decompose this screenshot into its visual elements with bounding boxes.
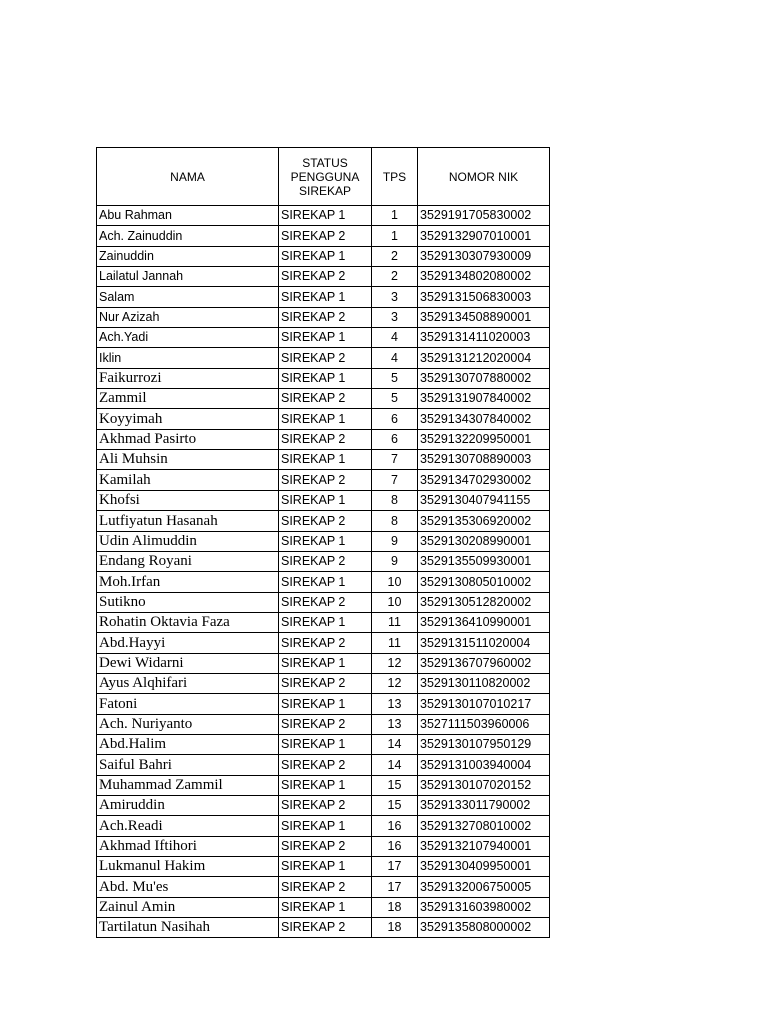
cell-nama: Lukmanul Hakim bbox=[97, 857, 279, 877]
cell-nama: Dewi Widarni bbox=[97, 653, 279, 673]
cell-tps: 4 bbox=[372, 328, 418, 348]
cell-tps: 14 bbox=[372, 755, 418, 775]
cell-tps: 11 bbox=[372, 633, 418, 653]
cell-tps: 10 bbox=[372, 592, 418, 612]
table-row bbox=[97, 612, 550, 632]
cell-nik: 3529191705830002 bbox=[418, 206, 550, 226]
cell-nama: Zainul Amin bbox=[97, 897, 279, 917]
cell-nama: Saiful Bahri bbox=[97, 755, 279, 775]
cell-tps: 13 bbox=[372, 694, 418, 714]
cell-nama: Lailatul Jannah bbox=[97, 267, 279, 287]
cell-tps: 15 bbox=[372, 795, 418, 815]
cell-tps: 2 bbox=[372, 246, 418, 266]
cell-nama: Akhmad Pasirto bbox=[97, 429, 279, 449]
cell-nik: 3529130512820002 bbox=[418, 592, 550, 612]
table-row bbox=[97, 429, 550, 449]
cell-tps: 13 bbox=[372, 714, 418, 734]
table-row bbox=[97, 918, 550, 938]
table-row bbox=[97, 694, 550, 714]
member-table bbox=[96, 147, 550, 938]
cell-nama: Abd. Mu'es bbox=[97, 877, 279, 897]
table-row bbox=[97, 551, 550, 571]
cell-nama: Fatoni bbox=[97, 694, 279, 714]
cell-tps: 9 bbox=[372, 551, 418, 571]
cell-status: SIREKAP 2 bbox=[279, 918, 372, 938]
cell-tps: 17 bbox=[372, 857, 418, 877]
header-nama: NAMA bbox=[97, 148, 279, 206]
cell-nama: Endang Royani bbox=[97, 551, 279, 571]
cell-status: SIREKAP 1 bbox=[279, 612, 372, 632]
cell-nama: Iklin bbox=[97, 348, 279, 368]
cell-tps: 3 bbox=[372, 287, 418, 307]
cell-status: SIREKAP 2 bbox=[279, 673, 372, 693]
table-row bbox=[97, 267, 550, 287]
cell-nama: Abd.Hayyi bbox=[97, 633, 279, 653]
cell-tps: 18 bbox=[372, 918, 418, 938]
table-row bbox=[97, 734, 550, 754]
cell-nik: 3529130107020152 bbox=[418, 775, 550, 795]
cell-nik: 3529130805010002 bbox=[418, 572, 550, 592]
cell-nik: 3529130110820002 bbox=[418, 673, 550, 693]
cell-tps: 7 bbox=[372, 450, 418, 470]
cell-nik: 3529135306920002 bbox=[418, 511, 550, 531]
cell-tps: 8 bbox=[372, 511, 418, 531]
table-row bbox=[97, 857, 550, 877]
cell-tps: 14 bbox=[372, 734, 418, 754]
cell-nik: 3529130307930009 bbox=[418, 246, 550, 266]
cell-tps: 15 bbox=[372, 775, 418, 795]
cell-status: SIREKAP 1 bbox=[279, 531, 372, 551]
cell-nik: 3529131907840002 bbox=[418, 389, 550, 409]
table-row bbox=[97, 531, 550, 551]
cell-status: SIREKAP 2 bbox=[279, 511, 372, 531]
cell-nik: 3529130707880002 bbox=[418, 368, 550, 388]
cell-nik: 3529130107950129 bbox=[418, 734, 550, 754]
cell-status: SIREKAP 2 bbox=[279, 877, 372, 897]
cell-nik: 3529134307840002 bbox=[418, 409, 550, 429]
table-body bbox=[97, 206, 550, 938]
cell-status: SIREKAP 2 bbox=[279, 592, 372, 612]
cell-nik: 3529134508890001 bbox=[418, 307, 550, 327]
header-nik: NOMOR NIK bbox=[418, 148, 550, 206]
cell-nik: 3529131506830003 bbox=[418, 287, 550, 307]
cell-nik: 3529132708010002 bbox=[418, 816, 550, 836]
table-row bbox=[97, 511, 550, 531]
cell-tps: 3 bbox=[372, 307, 418, 327]
cell-nama: Moh.Irfan bbox=[97, 572, 279, 592]
cell-nama: Akhmad Iftihori bbox=[97, 836, 279, 856]
cell-status: SIREKAP 1 bbox=[279, 450, 372, 470]
cell-tps: 12 bbox=[372, 673, 418, 693]
cell-status: SIREKAP 2 bbox=[279, 755, 372, 775]
cell-tps: 11 bbox=[372, 612, 418, 632]
table-row bbox=[97, 755, 550, 775]
cell-nik: 3529136707960002 bbox=[418, 653, 550, 673]
cell-nik: 3529130708890003 bbox=[418, 450, 550, 470]
table-row bbox=[97, 775, 550, 795]
cell-nama: Lutfiyatun Hasanah bbox=[97, 511, 279, 531]
cell-status: SIREKAP 1 bbox=[279, 572, 372, 592]
cell-tps: 2 bbox=[372, 267, 418, 287]
cell-status: SIREKAP 2 bbox=[279, 795, 372, 815]
table-row bbox=[97, 653, 550, 673]
cell-status: SIREKAP 1 bbox=[279, 857, 372, 877]
cell-nik: 3529130208990001 bbox=[418, 531, 550, 551]
cell-nama: Ach.Yadi bbox=[97, 328, 279, 348]
table-row bbox=[97, 409, 550, 429]
cell-status: SIREKAP 1 bbox=[279, 246, 372, 266]
cell-nama: Abd.Halim bbox=[97, 734, 279, 754]
cell-nama: Ayus Alqhifari bbox=[97, 673, 279, 693]
cell-nik: 3529136410990001 bbox=[418, 612, 550, 632]
table-row bbox=[97, 633, 550, 653]
cell-nik: 3529134702930002 bbox=[418, 470, 550, 490]
cell-status: SIREKAP 2 bbox=[279, 267, 372, 287]
table-row bbox=[97, 348, 550, 368]
cell-nama: Muhammad Zammil bbox=[97, 775, 279, 795]
cell-status: SIREKAP 1 bbox=[279, 368, 372, 388]
cell-nama: Kamilah bbox=[97, 470, 279, 490]
cell-nama: Koyyimah bbox=[97, 409, 279, 429]
cell-status: SIREKAP 1 bbox=[279, 409, 372, 429]
table-row bbox=[97, 450, 550, 470]
cell-nik: 3529131603980002 bbox=[418, 897, 550, 917]
cell-nik: 3529131411020003 bbox=[418, 328, 550, 348]
cell-nik: 3529132107940001 bbox=[418, 836, 550, 856]
table-row bbox=[97, 795, 550, 815]
cell-status: SIREKAP 2 bbox=[279, 551, 372, 571]
cell-status: SIREKAP 1 bbox=[279, 897, 372, 917]
cell-nama: Khofsi bbox=[97, 490, 279, 510]
cell-nik: 3529133011790002 bbox=[418, 795, 550, 815]
cell-tps: 9 bbox=[372, 531, 418, 551]
header-row bbox=[97, 148, 550, 206]
table-row bbox=[97, 490, 550, 510]
cell-nama: Udin Alimuddin bbox=[97, 531, 279, 551]
cell-tps: 8 bbox=[372, 490, 418, 510]
cell-status: SIREKAP 2 bbox=[279, 226, 372, 246]
cell-status: SIREKAP 2 bbox=[279, 836, 372, 856]
header-status: STATUS PENGGUNA SIREKAP bbox=[279, 148, 372, 206]
table-row bbox=[97, 307, 550, 327]
cell-nik: 3529132907010001 bbox=[418, 226, 550, 246]
table-row bbox=[97, 226, 550, 246]
cell-nama: Zammil bbox=[97, 389, 279, 409]
cell-status: SIREKAP 1 bbox=[279, 734, 372, 754]
table-row bbox=[97, 246, 550, 266]
table-row bbox=[97, 673, 550, 693]
cell-nama: Tartilatun Nasihah bbox=[97, 918, 279, 938]
table-row bbox=[97, 206, 550, 226]
cell-status: SIREKAP 1 bbox=[279, 816, 372, 836]
cell-tps: 6 bbox=[372, 429, 418, 449]
cell-nik: 3529130407941155 bbox=[418, 490, 550, 510]
cell-tps: 1 bbox=[372, 226, 418, 246]
cell-tps: 7 bbox=[372, 470, 418, 490]
cell-tps: 6 bbox=[372, 409, 418, 429]
cell-tps: 18 bbox=[372, 897, 418, 917]
cell-status: SIREKAP 2 bbox=[279, 389, 372, 409]
table-row bbox=[97, 287, 550, 307]
cell-nik: 3529130409950001 bbox=[418, 857, 550, 877]
table-row bbox=[97, 816, 550, 836]
cell-tps: 5 bbox=[372, 368, 418, 388]
cell-nama: Sutikno bbox=[97, 592, 279, 612]
cell-status: SIREKAP 2 bbox=[279, 348, 372, 368]
cell-nama: Ach. Zainuddin bbox=[97, 226, 279, 246]
cell-status: SIREKAP 2 bbox=[279, 429, 372, 449]
cell-tps: 4 bbox=[372, 348, 418, 368]
table-row bbox=[97, 572, 550, 592]
table-row bbox=[97, 592, 550, 612]
cell-nik: 3529131511020004 bbox=[418, 633, 550, 653]
cell-status: SIREKAP 2 bbox=[279, 714, 372, 734]
cell-nik: 3527111503960006 bbox=[418, 714, 550, 734]
cell-tps: 5 bbox=[372, 389, 418, 409]
cell-nama: Amiruddin bbox=[97, 795, 279, 815]
cell-tps: 10 bbox=[372, 572, 418, 592]
cell-nik: 3529131212020004 bbox=[418, 348, 550, 368]
cell-status: SIREKAP 1 bbox=[279, 328, 372, 348]
cell-nik: 3529132006750005 bbox=[418, 877, 550, 897]
cell-nama: Salam bbox=[97, 287, 279, 307]
cell-nama: Ach.Readi bbox=[97, 816, 279, 836]
table-row bbox=[97, 877, 550, 897]
cell-nik: 3529134802080002 bbox=[418, 267, 550, 287]
cell-nama: Nur Azizah bbox=[97, 307, 279, 327]
cell-status: SIREKAP 2 bbox=[279, 470, 372, 490]
cell-tps: 16 bbox=[372, 836, 418, 856]
cell-nama: Abu Rahman bbox=[97, 206, 279, 226]
table-row bbox=[97, 389, 550, 409]
cell-status: SIREKAP 2 bbox=[279, 633, 372, 653]
table-row bbox=[97, 836, 550, 856]
cell-nama: Ach. Nuriyanto bbox=[97, 714, 279, 734]
cell-nik: 3529135808000002 bbox=[418, 918, 550, 938]
cell-nama: Ali Muhsin bbox=[97, 450, 279, 470]
cell-tps: 12 bbox=[372, 653, 418, 673]
cell-status: SIREKAP 1 bbox=[279, 694, 372, 714]
cell-status: SIREKAP 1 bbox=[279, 206, 372, 226]
cell-tps: 16 bbox=[372, 816, 418, 836]
table-row bbox=[97, 328, 550, 348]
cell-nik: 3529130107010217 bbox=[418, 694, 550, 714]
cell-status: SIREKAP 1 bbox=[279, 287, 372, 307]
cell-status: SIREKAP 1 bbox=[279, 490, 372, 510]
cell-status: SIREKAP 1 bbox=[279, 775, 372, 795]
cell-status: SIREKAP 1 bbox=[279, 653, 372, 673]
table-row bbox=[97, 368, 550, 388]
header-tps: TPS bbox=[372, 148, 418, 206]
cell-nik: 3529132209950001 bbox=[418, 429, 550, 449]
cell-tps: 1 bbox=[372, 206, 418, 226]
table-row bbox=[97, 897, 550, 917]
cell-nama: Zainuddin bbox=[97, 246, 279, 266]
cell-nik: 3529135509930001 bbox=[418, 551, 550, 571]
cell-nama: Rohatin Oktavia Faza bbox=[97, 612, 279, 632]
table-row bbox=[97, 470, 550, 490]
table-row bbox=[97, 714, 550, 734]
cell-tps: 17 bbox=[372, 877, 418, 897]
cell-nik: 3529131003940004 bbox=[418, 755, 550, 775]
cell-status: SIREKAP 2 bbox=[279, 307, 372, 327]
cell-nama: Faikurrozi bbox=[97, 368, 279, 388]
